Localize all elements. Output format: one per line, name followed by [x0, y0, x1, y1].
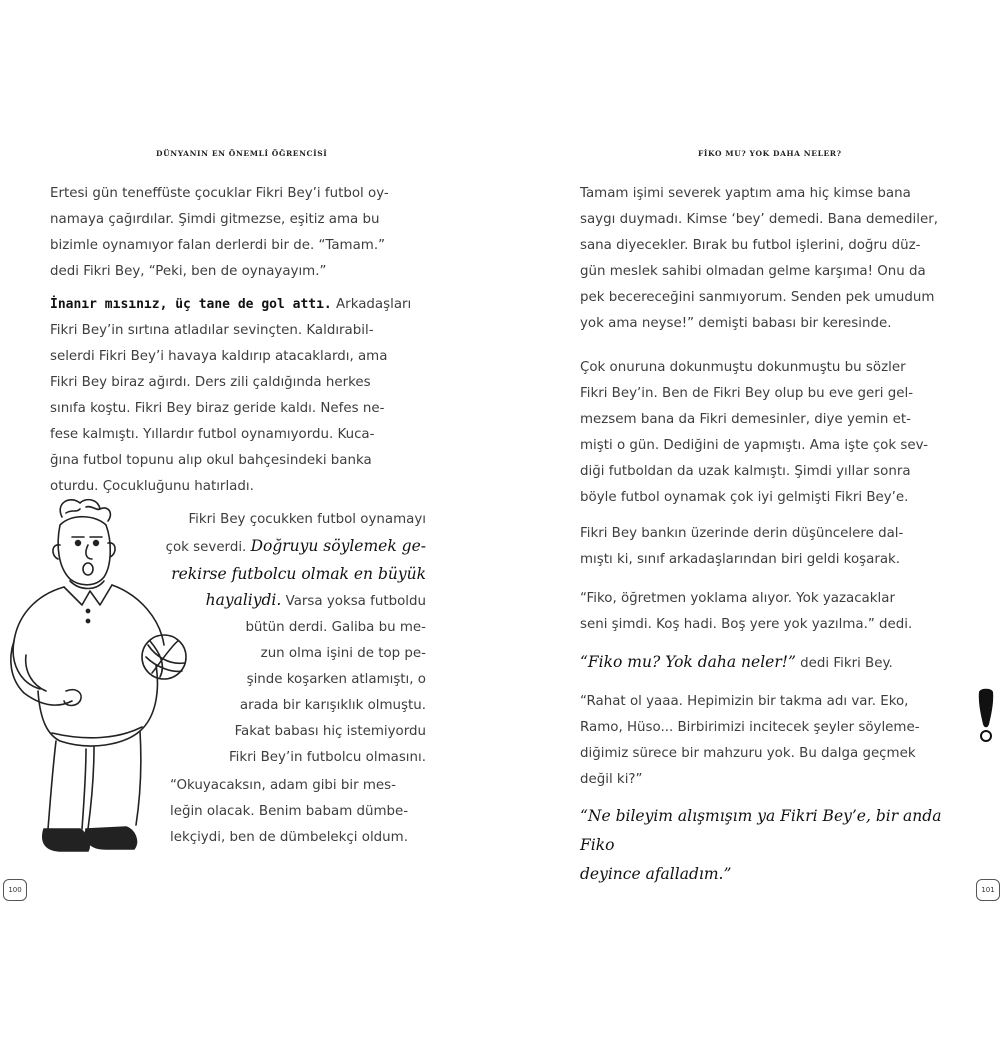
text-line: diğimiz sürece bir mahzuru yok. Bu dalga geçmek: [580, 746, 916, 761]
page-number: 101: [976, 879, 1000, 901]
running-head-right: FİKO MU? YOK DAHA NELER?: [698, 149, 842, 158]
text-line: fese kalmıştı. Yıllardır futbol oynamıyordu. Kuca-: [50, 427, 375, 442]
text-line: Çok onuruna dokunmuştu dokunmuştu bu sözler: [580, 360, 906, 375]
paragraph-2: [50, 292, 426, 500]
text-line: Fikri Bey’in sırtına atladılar sevinçten. Kaldırabil-: [50, 323, 374, 338]
text-line: bütün derdi. Galiba bu me-: [245, 620, 426, 635]
paragraph-1: [50, 181, 426, 285]
text-line: “Okuyacaksın, adam gibi bir mes-: [170, 778, 396, 793]
paragraph-5: [580, 649, 954, 677]
text-line: Arkadaşları: [331, 297, 412, 312]
text-line: dedi Fikri Bey.: [795, 656, 893, 671]
text-line: dedi Fikri Bey, “Peki, ben de oynayayım.”: [50, 264, 327, 279]
text-line: Fikri Bey’in. Ben de Fikri Bey olup bu eve geri gel-: [580, 386, 914, 401]
emphasis-text: İnanır mısınız, üç tane de gol attı.: [50, 297, 332, 312]
text-line: sınıfa koştu. Fikri Bey biraz geride kaldı. Nefes ne-: [50, 401, 385, 416]
text-line: zun olma işini de top pe-: [260, 646, 426, 661]
text-line: Fikri Bey biraz ağırdı. Ders zili çaldığında herkes: [50, 375, 371, 390]
paragraph-1: [580, 181, 954, 337]
text-line: pek becereceğini sanmıyorum. Senden pek umudum: [580, 290, 935, 305]
emphasis-text: “Ne bileyim alışmışım ya Fikri Bey’e, bir anda Fiko: [580, 807, 942, 854]
text-line: Tamam işimi severek yaptım ama hiç kimse bana: [580, 186, 911, 201]
text-line: diği futboldan da uzak kalmıştı. Şimdi yıllar sonra: [580, 464, 911, 479]
text-line: lekçiydi, ben de dümbelekçi oldum.: [170, 830, 408, 845]
text-line: namaya çağırdılar. Şimdi gitmezse, eşitiz ama bu: [50, 212, 380, 227]
paragraph-7: [580, 802, 954, 889]
text-line: seni şimdi. Koş hadi. Boş yere yok yazılma.” dedi.: [580, 617, 913, 632]
emphasis-text: Doğruyu söylemek ge-: [250, 537, 426, 555]
emphasis-text: deyince afalladım.”: [580, 865, 732, 883]
text-line: gün meslek sahibi olmadan gelme karşıma! Onu da: [580, 264, 926, 279]
text-line: mıştı ki, sınıf arkadaşlarından biri geldi koşarak.: [580, 552, 901, 567]
text-line: Varsa yoksa futboldu: [281, 594, 426, 609]
emphasis-text: “Fiko mu? Yok daha neler!”: [580, 653, 796, 671]
text-line: ğına futbol topunu alıp okul bahçesindeki banka: [50, 453, 372, 468]
running-head-left: DÜNYANIN EN ÖNEMLİ ÖĞRENCİSİ: [156, 149, 328, 158]
text-line: Fakat babası hiç istemiyordu: [234, 724, 426, 739]
text-line: şinde koşarken atlamıştı, o: [246, 672, 426, 687]
text-line: “Fiko, öğretmen yoklama alıyor. Yok yazacaklar: [580, 591, 895, 606]
text-line: bizimle oynamıyor falan derlerdi bir de. “Tamam.”: [50, 238, 386, 253]
emphasis-text: hayaliydi.: [205, 591, 282, 609]
text-line: mezsem bana da Fikri demesinler, diye yemin et-: [580, 412, 911, 427]
text-line: Ertesi gün teneffüste çocuklar Fikri Bey’i futbol oy-: [50, 186, 389, 201]
exclamation-icon: [976, 688, 996, 744]
paragraph-6: [580, 689, 954, 793]
text-line: çok severdi.: [165, 540, 251, 555]
text-line: değil ki?”: [580, 772, 643, 787]
page-number: 100: [3, 879, 27, 901]
text-line: oturdu. Çocukluğunu hatırladı.: [50, 479, 254, 494]
text-line: leğin olacak. Benim babam dümbe-: [170, 804, 409, 819]
text-line: böyle futbol oynamak çok iyi gelmişti Fikri Bey’e.: [580, 490, 909, 505]
text-line: Fikri Bey’in futbolcu olmasını.: [228, 750, 426, 765]
text-line: mişti o gün. Dediğini de yapmıştı. Ama işte çok sev-: [580, 438, 928, 453]
text-line: “Rahat ol yaaa. Hepimizin bir takma adı var. Eko,: [580, 694, 909, 709]
paragraph-3: [580, 521, 954, 573]
text-line: Ramo, Hüso... Birbirimizi incitecek şeyler söyleme-: [580, 720, 920, 735]
right-page: [500, 0, 1000, 1050]
text-line: saygı duymadı. Kimse ‘bey’ demedi. Bana demediler,: [580, 212, 938, 227]
paragraph-2: [580, 355, 954, 511]
text-line: sana diyecekler. Bırak bu futbol işlerini, doğru düz-: [580, 238, 921, 253]
text-line: Fikri Bey çocukken futbol oynamayı: [188, 512, 426, 527]
emphasis-text: rekirse futbolcu olmak en büyük: [171, 565, 426, 583]
text-line: Fikri Bey bankın üzerinde derin düşüncelere dal-: [580, 526, 904, 541]
text-line: arada bir karışıklık olmuştu.: [239, 698, 426, 713]
text-line: selerdi Fikri Bey’i havaya kaldırıp atacaklardı, ama: [50, 349, 388, 364]
man-with-ball-illustration: [0, 495, 200, 860]
text-line: yok ama neyse!” demişti babası bir keresinde.: [580, 316, 892, 331]
paragraph-4: [170, 773, 426, 851]
paragraph-4: [580, 586, 954, 638]
